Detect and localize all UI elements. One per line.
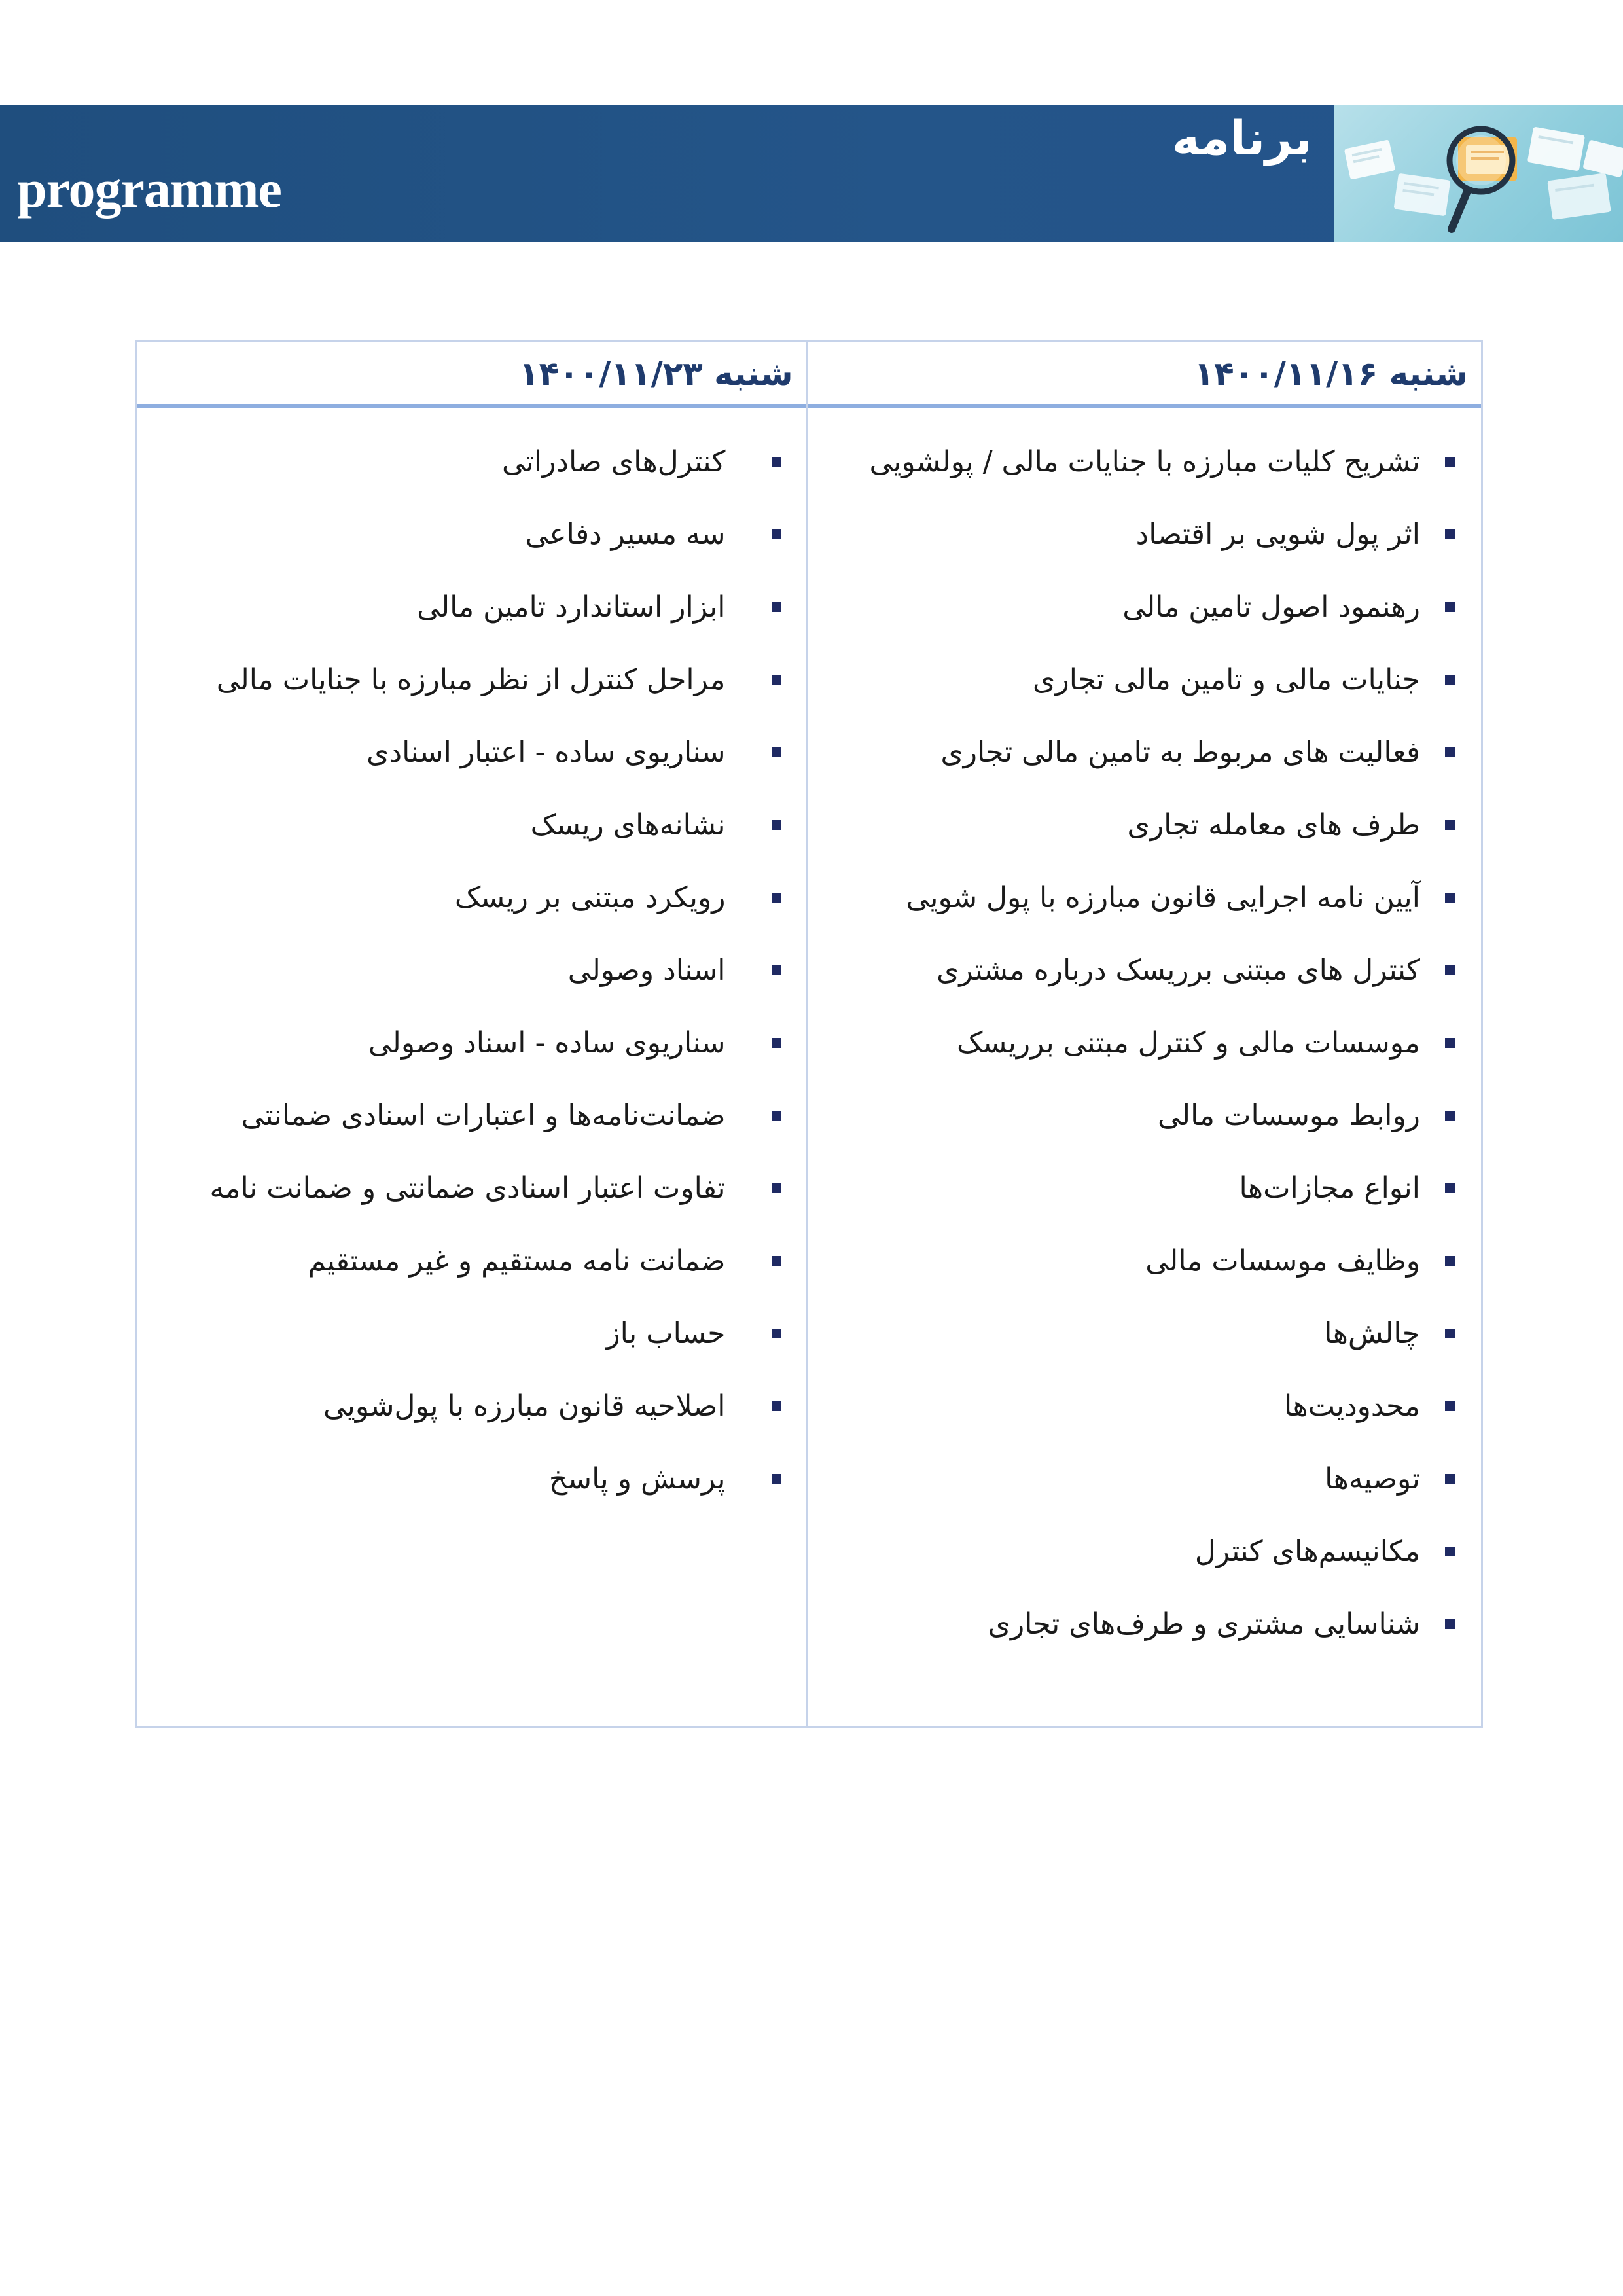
schedule-column-session-1 (808, 342, 1482, 1726)
square-bullet-icon (1445, 965, 1455, 975)
list-item-text: رویکرد مبتنی بر ریسک (454, 881, 726, 914)
list-item (808, 934, 1482, 1007)
list-item-text: شناسایی مشتری و طرف‌های تجاری (988, 1607, 1420, 1641)
list-item (137, 643, 806, 716)
list-item-text: محدودیت‌ها (1284, 1390, 1420, 1423)
list-item-text: روابط موسسات مالی (1157, 1099, 1420, 1132)
square-bullet-icon (1445, 1619, 1455, 1629)
magnifier-documents-icon (1334, 105, 1623, 242)
square-bullet-icon (772, 893, 781, 903)
square-bullet-icon (772, 1111, 781, 1121)
list-item (137, 1007, 806, 1079)
square-bullet-icon (772, 529, 781, 539)
list-item (808, 716, 1482, 789)
list-item (808, 425, 1482, 498)
column-heading-session-1: شنبه ۱۴۰۰/۱۱/۱۶ (808, 342, 1482, 408)
list-item-text: پرسش و پاسخ (548, 1462, 726, 1496)
square-bullet-icon (1445, 1038, 1455, 1048)
square-bullet-icon (1445, 1401, 1455, 1411)
list-item-text: سه مسیر دفاعی (525, 518, 726, 551)
list-item-text: ابزار استاندارد تامین مالی (417, 590, 726, 624)
square-bullet-icon (772, 1256, 781, 1266)
list-item-text: فعالیت های مربوط به تامین مالی تجاری (940, 736, 1420, 769)
square-bullet-icon (1445, 457, 1455, 467)
list-item (808, 1007, 1482, 1079)
square-bullet-icon (1445, 820, 1455, 830)
schedule-table (135, 340, 1483, 1728)
square-bullet-icon (772, 1329, 781, 1338)
square-bullet-icon (772, 1183, 781, 1193)
list-item (808, 571, 1482, 643)
square-bullet-icon (1445, 675, 1455, 685)
list-item (808, 1152, 1482, 1225)
list-item-text: توصیه‌ها (1325, 1462, 1420, 1496)
list-item (137, 1297, 806, 1370)
list-item (808, 1370, 1482, 1443)
list-item (808, 1588, 1482, 1660)
square-bullet-icon (1445, 1329, 1455, 1338)
list-item-text: وظایف موسسات مالی (1145, 1244, 1420, 1278)
list-item (137, 1443, 806, 1515)
square-bullet-icon (772, 457, 781, 467)
list-item-text: طرف های معامله تجاری (1127, 808, 1420, 842)
list-item-text: رهنمود اصول تامین مالی (1122, 590, 1420, 624)
list-item-text: ضمانت نامه مستقیم و غیر مستقیم (308, 1244, 726, 1278)
list-item (808, 1515, 1482, 1588)
list-item-text: کنترل‌های صادراتی (501, 445, 726, 478)
list-item-text: جنایات مالی و تامین مالی تجاری (1033, 663, 1420, 696)
square-bullet-icon (772, 820, 781, 830)
list-item-text: مراحل کنترل از نظر مبارزه با جنایات مالی (216, 663, 726, 696)
square-bullet-icon (1445, 1183, 1455, 1193)
list-item-text: مکانیسم‌های کنترل (1194, 1535, 1420, 1568)
list-item (808, 1297, 1482, 1370)
list-item (137, 934, 806, 1007)
square-bullet-icon (1445, 602, 1455, 612)
list-item (137, 425, 806, 498)
square-bullet-icon (772, 675, 781, 685)
list-item (137, 716, 806, 789)
list-item (137, 861, 806, 934)
list-item-text: سناریوی ساده - اسناد وصولی (368, 1026, 726, 1060)
square-bullet-icon (1445, 529, 1455, 539)
list-item (137, 1079, 806, 1152)
square-bullet-icon (772, 965, 781, 975)
square-bullet-icon (1445, 1111, 1455, 1121)
list-item (808, 643, 1482, 716)
list-item (137, 1225, 806, 1297)
square-bullet-icon (1445, 1474, 1455, 1484)
list-item (808, 861, 1482, 934)
schedule-column-session-2 (137, 342, 808, 1726)
list-item (137, 1370, 806, 1443)
list-item-text: حساب باز (606, 1317, 726, 1350)
list-item-text: کنترل های مبتنی برریسک درباره مشتری (936, 954, 1420, 987)
list-item-text: تفاوت اعتبار اسنادی ضمانتی و ضمانت نامه (209, 1172, 726, 1205)
list-item (137, 571, 806, 643)
square-bullet-icon (1445, 893, 1455, 903)
list-item (808, 789, 1482, 861)
list-item (808, 498, 1482, 571)
list-item (137, 498, 806, 571)
list-item (137, 789, 806, 861)
list-item-text: انواع مجازات‌ها (1239, 1172, 1420, 1205)
session-1-topic-list (808, 408, 1482, 1660)
list-item-text: اثر پول شویی بر اقتصاد (1135, 518, 1420, 551)
column-heading-session-2: شنبه ۱۴۰۰/۱۱/۲۳ (137, 342, 806, 408)
square-bullet-icon (1445, 1547, 1455, 1556)
square-bullet-icon (772, 602, 781, 612)
square-bullet-icon (1445, 747, 1455, 757)
square-bullet-icon (1445, 1256, 1455, 1266)
list-item-text: اصلاحیه قانون مبارزه با پول‌شویی (323, 1390, 726, 1423)
session-2-topic-list (137, 408, 806, 1515)
square-bullet-icon (772, 1401, 781, 1411)
list-item-text: اسناد وصولی (567, 954, 726, 987)
square-bullet-icon (772, 747, 781, 757)
list-item (137, 1152, 806, 1225)
list-item-text: تشریح کلیات مبارزه با جنایات مالی / پولشویی (869, 445, 1420, 478)
header-title-persian: برنامه (1171, 111, 1312, 166)
list-item (808, 1079, 1482, 1152)
list-item-text: نشانه‌های ریسک (530, 808, 726, 842)
square-bullet-icon (772, 1038, 781, 1048)
list-item-text: سناریوی ساده - اعتبار اسنادی (366, 736, 726, 769)
list-item (808, 1443, 1482, 1515)
list-item-text: موسسات مالی و کنترل مبتنی برریسک (957, 1026, 1420, 1060)
list-item-text: آیین نامه اجرایی قانون مبارزه با پول شویی (906, 881, 1420, 914)
list-item-text: چالش‌ها (1324, 1317, 1420, 1350)
square-bullet-icon (772, 1474, 781, 1484)
list-item-text: ضمانت‌نامه‌ها و اعتبارات اسنادی ضمانتی (241, 1099, 726, 1132)
list-item (808, 1225, 1482, 1297)
header-title-english: programme (17, 159, 281, 219)
